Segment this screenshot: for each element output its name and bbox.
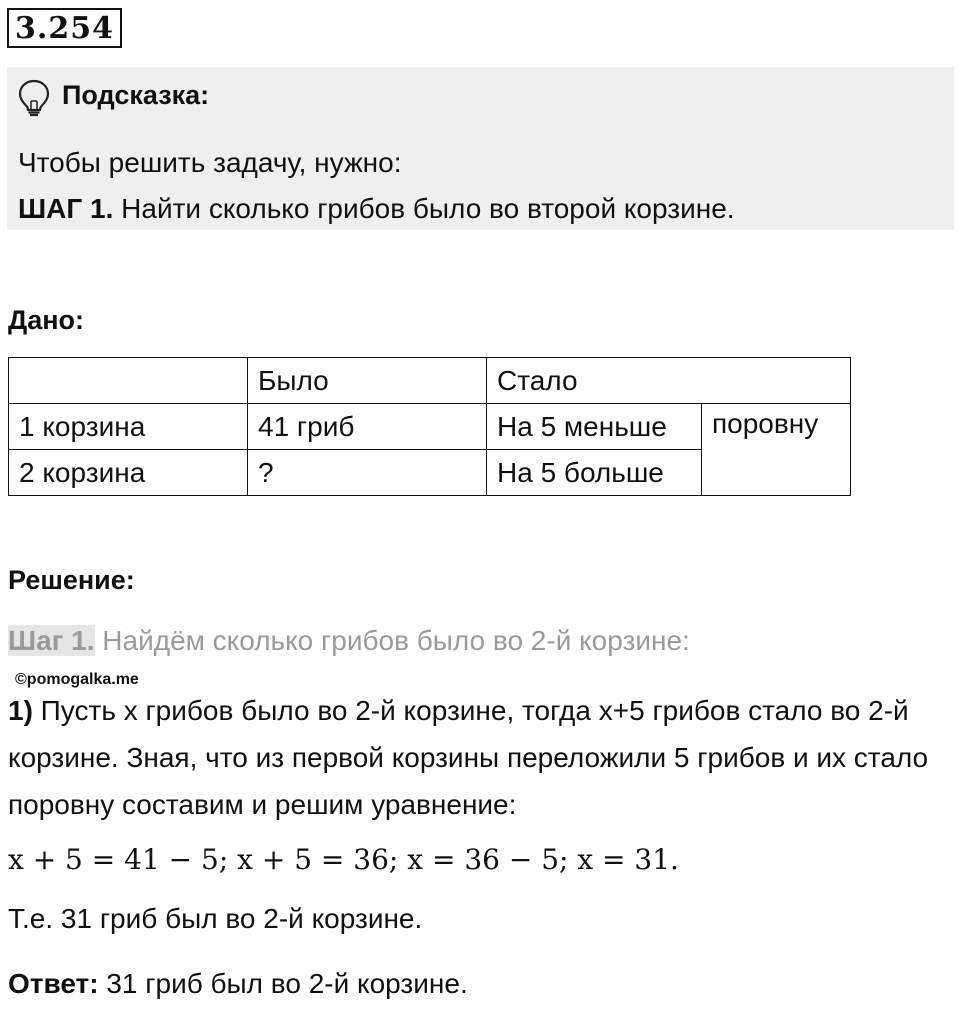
lightbulb-icon — [17, 79, 51, 117]
table-header-was: Было — [248, 358, 487, 404]
answer-label: Ответ: — [8, 968, 99, 999]
table-cell-was: ? — [248, 450, 487, 496]
solution-step-text: Найдём сколько грибов было во 2-й корзине: — [94, 625, 690, 656]
item-number: 1) — [8, 695, 33, 726]
solution-paragraph — [8, 687, 953, 828]
hint-step-text: Найти сколько грибов было во второй корзине. — [113, 193, 735, 224]
item-text: Пусть x грибов было во 2-й корзине, тогда x+5 грибов стало во 2-й корзине. Зная, что из первой корзины переложили 5 грибов и их стало поровну составим и решим уравнение: — [8, 695, 929, 820]
answer — [8, 968, 468, 1000]
equation: x + 5 = 41 − 5; x + 5 = 36; x = 36 − 5; x = 31. — [8, 843, 679, 876]
conclusion: Т.е. 31 гриб был во 2-й корзине. — [8, 903, 423, 934]
table-cell-was: 41 гриб — [248, 404, 487, 450]
watermark: ©pomogalka.me — [15, 671, 139, 688]
given-heading: Дано: — [8, 305, 85, 335]
solution-heading: Решение: — [8, 565, 135, 595]
table-cell-became: На 5 больше — [487, 450, 702, 496]
solution-step-label: Шаг 1. — [8, 625, 95, 656]
answer-text: 31 гриб был во 2-й корзине. — [98, 968, 468, 999]
table-header-row — [9, 358, 851, 404]
table-cell-became: На 5 меньше — [487, 404, 702, 450]
table-cell-equal: поровну — [702, 404, 851, 496]
table-cell-basket: 1 корзина — [9, 404, 248, 450]
hint-intro: Чтобы решить задачу, нужно: — [18, 147, 402, 178]
task-number: 3.254 — [7, 8, 122, 48]
given-table — [8, 357, 851, 496]
hint-title: Подсказка: — [62, 80, 210, 110]
table-header-became: Стало — [487, 358, 851, 404]
hint-step-label: ШАГ 1. — [18, 193, 114, 224]
hint-step — [18, 193, 735, 225]
table-cell-basket: 2 корзина — [9, 450, 248, 496]
table-row — [9, 404, 851, 450]
solution-step — [8, 625, 690, 657]
table-cell — [9, 358, 248, 404]
